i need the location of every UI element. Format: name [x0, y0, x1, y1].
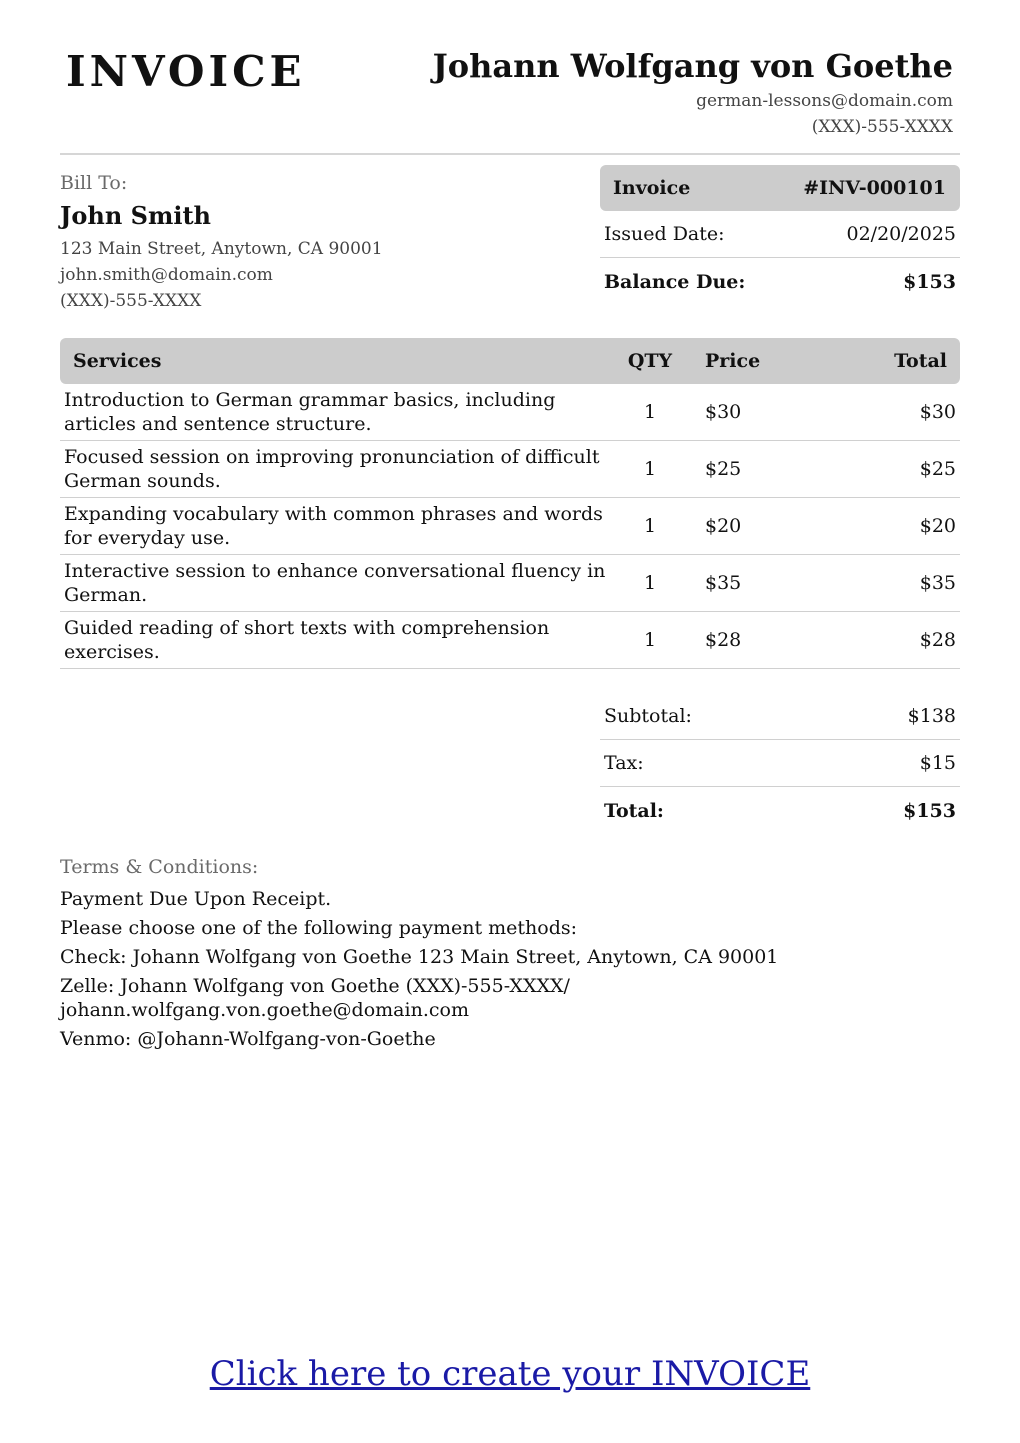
row-description: Guided reading of short texts with comprehension exercises. [64, 617, 550, 663]
header-total: Total [894, 350, 947, 372]
header-qty: QTY [627, 350, 673, 372]
sender-phone: (XXX)-555-XXXX [811, 117, 953, 137]
bill-to-label: Bill To: [60, 172, 128, 194]
terms-line: Check: Johann Wolfgang von Goethe 123 Main Street, Anytown, CA 90001 [60, 946, 779, 968]
invoice-label: Invoice [613, 177, 691, 199]
terms-line: Venmo: @Johann-Wolfgang-von-Goethe [60, 1028, 436, 1050]
table-row [60, 384, 960, 441]
tax-value: $15 [919, 752, 956, 774]
balance-due-label: Balance Due: [604, 270, 746, 293]
terms-block [60, 853, 960, 1051]
row-total: $20 [919, 515, 956, 537]
create-invoice-link[interactable]: Click here to create your INVOICE [209, 1354, 811, 1394]
totals-box [600, 693, 960, 834]
row-description: Interactive session to enhance conversational fluency in German. [64, 560, 606, 606]
terms-line: Payment Due Upon Receipt. [60, 888, 332, 910]
total-row [600, 787, 960, 834]
bill-to-block [60, 170, 383, 314]
row-total: $30 [919, 401, 956, 423]
row-description: Introduction to German grammar basics, including articles and sentence structure. [64, 389, 556, 435]
sender-block [433, 44, 953, 140]
header-divider [60, 153, 960, 155]
client-phone: (XXX)-555-XXXX [60, 291, 202, 311]
issued-date-row [600, 211, 960, 258]
row-total: $25 [919, 458, 956, 480]
row-total: $28 [919, 629, 956, 651]
row-price: $35 [705, 572, 742, 594]
services-table [60, 338, 960, 669]
row-qty: 1 [643, 401, 657, 423]
invoice-meta-box [600, 165, 960, 305]
row-qty: 1 [643, 515, 657, 537]
tax-row [600, 740, 960, 787]
row-description: Expanding vocabulary with common phrases and words for everyday use. [64, 503, 603, 549]
header-price: Price [705, 350, 761, 372]
client-email: john.smith@domain.com [60, 265, 273, 285]
invoice-number: #INV-000101 [803, 177, 946, 199]
terms-line: Zelle: Johann Wolfgang von Goethe (XXX)-555-XXXX/ johann.wolfgang.von.goethe@domain.com [60, 975, 570, 1021]
row-description: Focused session on improving pronunciation of difficult German sounds. [64, 446, 600, 492]
row-qty: 1 [643, 572, 657, 594]
client-name: John Smith [60, 201, 211, 230]
balance-due-row [600, 258, 960, 305]
client-address: 123 Main Street, Anytown, CA 90001 [60, 239, 383, 259]
total-label: Total: [604, 799, 664, 822]
balance-due-value: $153 [903, 270, 956, 293]
row-price: $30 [705, 401, 742, 423]
total-value: $153 [903, 799, 956, 822]
table-row [60, 612, 960, 669]
services-table-header [60, 338, 960, 384]
sender-email: german-lessons@domain.com [696, 91, 953, 111]
table-row [60, 498, 960, 555]
terms-label: Terms & Conditions: [60, 856, 259, 878]
row-price: $25 [705, 458, 742, 480]
subtotal-row [600, 693, 960, 740]
row-qty: 1 [643, 458, 657, 480]
row-total: $35 [919, 572, 956, 594]
invoice-heading: INVOICE [66, 47, 306, 96]
subtotal-label: Subtotal: [604, 705, 692, 727]
tax-label: Tax: [604, 752, 644, 774]
header-services: Services [73, 350, 162, 372]
row-price: $28 [705, 629, 742, 651]
row-price: $20 [705, 515, 742, 537]
terms-line: Please choose one of the following payment methods: [60, 917, 578, 939]
issued-date-value: 02/20/2025 [846, 223, 956, 245]
table-row [60, 555, 960, 612]
subtotal-value: $138 [907, 705, 956, 727]
invoice-number-header [600, 165, 960, 211]
issued-date-label: Issued Date: [604, 223, 725, 245]
table-row [60, 441, 960, 498]
sender-name: Johann Wolfgang von Goethe [432, 47, 953, 85]
row-qty: 1 [643, 629, 657, 651]
